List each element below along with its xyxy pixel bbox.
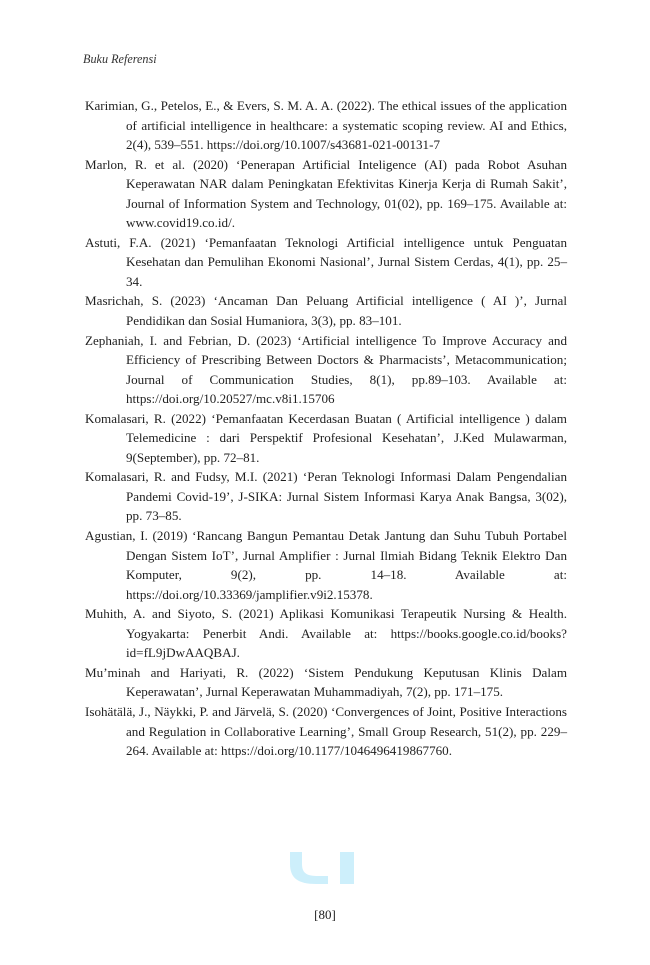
watermark-logo-icon xyxy=(288,852,364,884)
reference-entry: Komalasari, R. (2022) ‘Pemanfaatan Kecerdasan Buatan ( Artificial intelligence ) dalam Telemedicine : dari Perspektif Profesional Kesehatan’, J.Ked Mulawarman, 9(September), pp. 72–81. xyxy=(85,410,567,465)
page-number: [80] xyxy=(314,907,336,922)
reference-entry: Komalasari, R. and Fudsy, M.I. (2021) ‘Peran Teknologi Informasi Dalam Pengendalian Pandemi Covid-19’, J-SIKA: Jurnal Sistem Informasi Karya Anak Bangsa, 3(02), pp. 73–85. xyxy=(85,469,567,524)
reference-entry: Masrichah, S. (2023) ‘Ancaman Dan Peluang Artificial intelligence ( AI )’, Jurnal Pendidikan dan Sosial Humaniora, 3(3), pp. 83–101. xyxy=(85,293,567,329)
reference-entry: Agustian, I. (2019) ‘Rancang Bangun Pemantau Detak Jantung dan Suhu Tubuh Portabel Dengan Sistem IoT’, Jurnal Amplifier : Jurnal Ilmiah Bidang Teknik Elektro Dan Komputer, 9(2), pp. 14–18. Available at: https://doi.org/10.33369/jamplifier.v9i2.15378. xyxy=(85,528,567,602)
reference-list xyxy=(85,96,567,761)
watermark-stroke-right xyxy=(340,852,354,884)
reference-entry: Zephaniah, I. and Febrian, D. (2023) ‘Artificial intelligence To Improve Accuracy and Efficiency of Prescribing Between Doctors & Pharmacists’, Metacommunication; Journal of Communication Studies, 8(1), pp.89–103. Available at: https://doi.org/10.20527/mc.v8i1.15706 xyxy=(85,332,567,407)
reference-entry: Isohätälä, J., Näykki, P. and Järvelä, S. (2020) ‘Convergences of Joint, Positive Interactions and Regulation in Collaborative Learning’, Small Group Research, 51(2), pp. 229–264. Available at: https://doi.org/10.1177/1046496419867760. xyxy=(85,703,567,759)
reference-entry: Astuti, F.A. (2021) ‘Pemanfaatan Teknologi Artificial intelligence untuk Penguatan Kesehatan dan Pemulihan Ekonomi Nasional’, Jurnal Sistem Cerdas, 4(1), pp. 25–34. xyxy=(85,234,567,289)
running-header: Buku Referensi xyxy=(83,52,157,66)
watermark-stroke-left xyxy=(290,852,328,884)
reference-entry: Marlon, R. et al. (2020) ‘Penerapan Artificial Inteligence (AI) pada Robot Asuhan Keperawatan NAR dalam Peningkatan Efektivitas Kinerja Kerja di Rumah Sakit’, Journal of Information System and Technology, 01(02), pp. 169–175. Available at: www.covid19.co.id/. xyxy=(85,156,567,231)
reference-entry: Mu’minah and Hariyati, R. (2022) ‘Sistem Pendukung Keputusan Klinis Dalam Keperawatan’, Jurnal Keperawatan Muhammadiyah, 7(2), pp. 171–175. xyxy=(85,664,567,700)
reference-entry: Karimian, G., Petelos, E., & Evers, S. M. A. A. (2022). The ethical issues of the application of artificial intelligence in healthcare: a systematic scoping review. AI and Ethics, 2(4), 539–551. https://doi.org/10.1007/s43681-021-00131-7 xyxy=(85,98,567,153)
reference-entry: Muhith, A. and Siyoto, S. (2021) Aplikasi Komunikasi Terapeutik Nursing & Health. Yogyakarta: Penerbit Andi. Available at: https://books.google.co.id/books?id=fL9jDwAAQBAJ. xyxy=(85,606,567,661)
